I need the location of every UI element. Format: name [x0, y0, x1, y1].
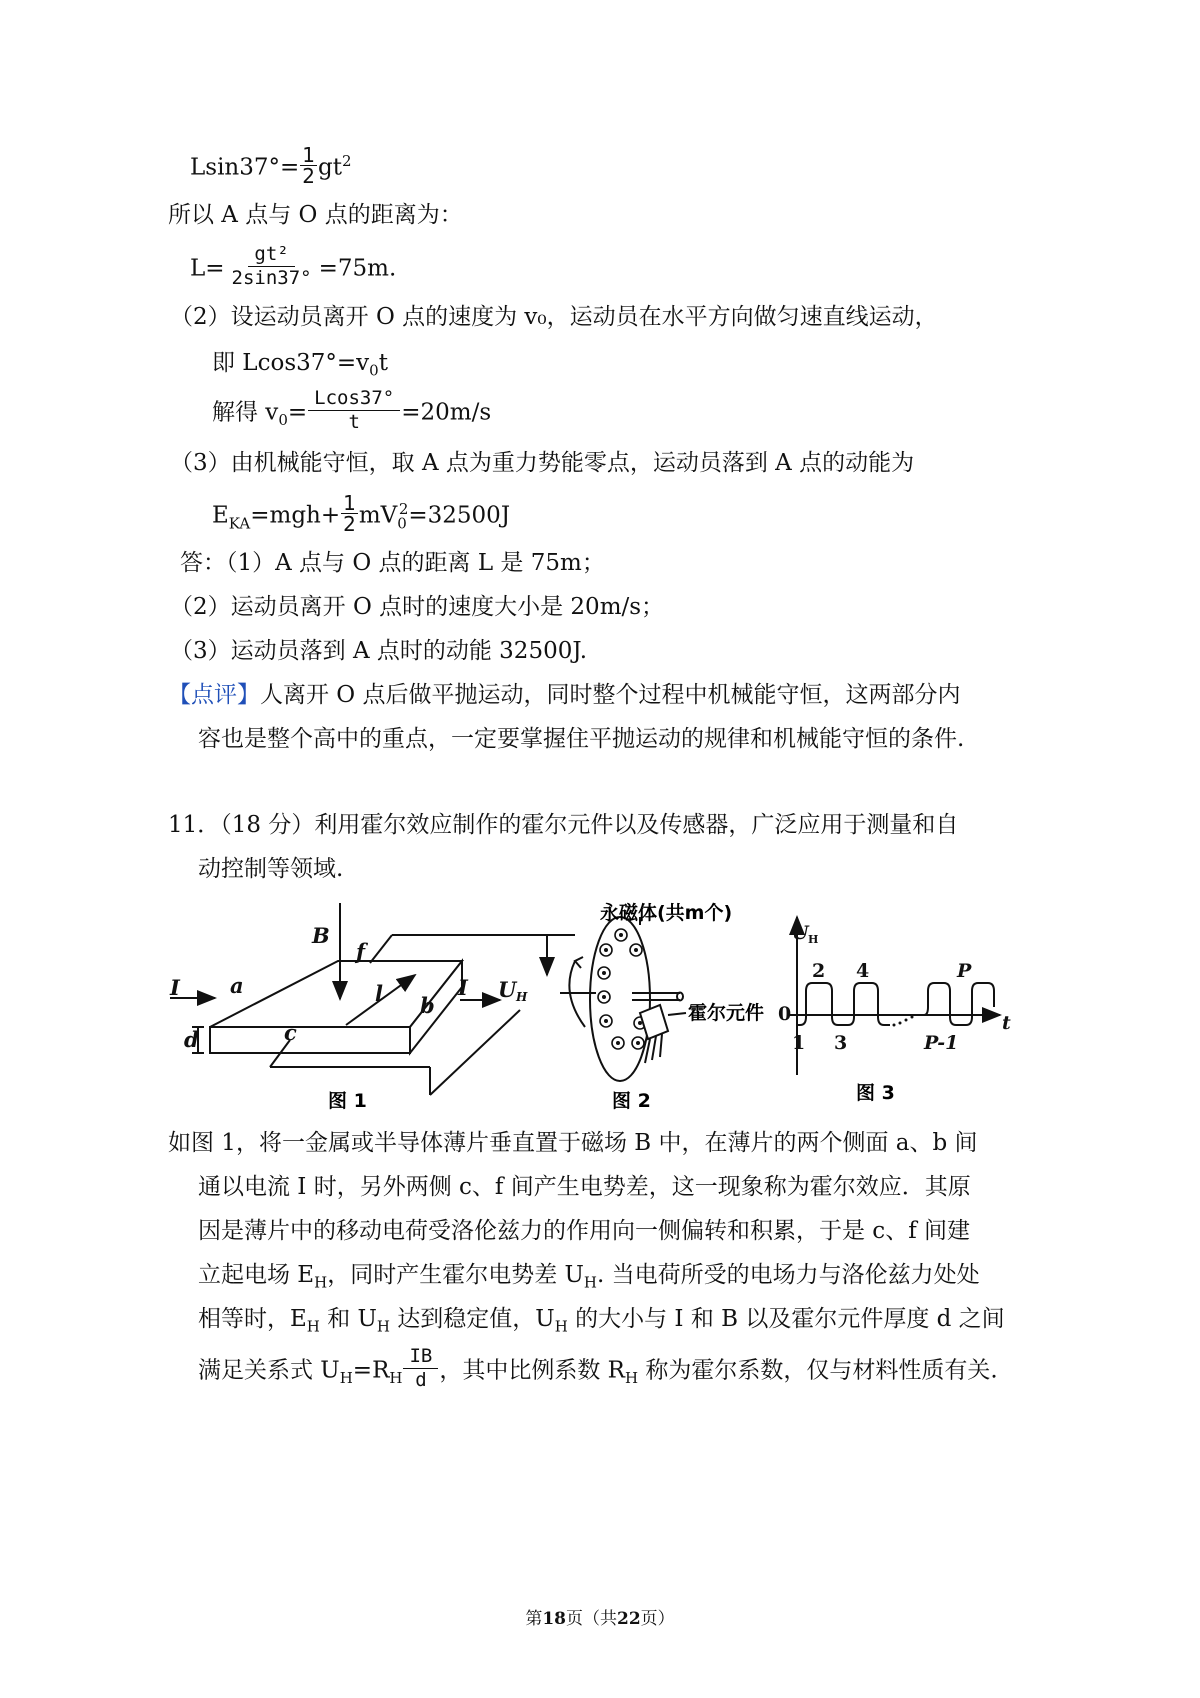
paragraph-line: 因是薄片中的移动电荷受洛伦兹力的作用向一侧偏转和积累，于是 c、f 间建 [198, 1218, 971, 1244]
figure-2 [560, 917, 686, 1081]
label-zero: 0 [778, 1003, 792, 1025]
question-line: 11．（18 分）利用霍尔效应制作的霍尔元件以及传感器，广泛应用于测量和自 [168, 812, 959, 838]
figure-3 [790, 917, 1000, 1075]
paragraph-line: 如图 1，将一金属或半导体薄片垂直置于磁场 B 中，在薄片的两个侧面 a、b 间 [168, 1130, 978, 1156]
equation-line: 解得 $v_0=$ $\frac{Lcos37^\circ}{t}$ =20m/s [212, 387, 492, 433]
label-U-sub: H [808, 933, 819, 946]
label-I-left: I [170, 975, 180, 1000]
label-l: l [375, 981, 383, 1006]
label-B: B [312, 923, 330, 948]
label-I-right: I [458, 975, 468, 1000]
text-line: （2）设运动员离开 O 点的速度为 v₀，运动员在水平方向做匀速直线运动， [170, 304, 938, 330]
page-number: 18 [542, 1609, 566, 1629]
equation-line: $E_{KA}=mgh+$ $\frac{1}{2}$ $mV_0^2=32500J$ [212, 491, 511, 537]
label-f: f [356, 939, 366, 964]
fig1-caption: 图 1 [328, 1090, 367, 1112]
comment-line: 容也是整个高中的重点，一定要掌握住平抛运动的规律和机械能守恒的条件. [198, 726, 965, 752]
page-footer: 第18页（共22页） [525, 1609, 675, 1629]
figures [0, 895, 1200, 1125]
equation-line: 即 $Lcos37^\circ=v_0t$ [212, 350, 388, 380]
answer-line: （3）运动员落到 A 点时的动能 32500J. [170, 638, 588, 664]
label-P-1: P-1 [924, 1032, 959, 1054]
paragraph-line: 立起电场 $E_H$，同时产生霍尔电势差 $U_H$. 当电荷所受的电场力与洛伦兹力处处 [198, 1262, 980, 1292]
label-U-sub: H [516, 990, 528, 1004]
question-line: 动控制等领域. [198, 856, 344, 882]
label-d: d [184, 1027, 199, 1052]
label-a: a [230, 973, 244, 998]
label-3: 3 [834, 1032, 848, 1054]
text-line: 所以 A 点与 O 点的距离为： [168, 202, 463, 228]
label-U: U [498, 977, 517, 1002]
label-c: c [284, 1020, 297, 1045]
equation-line: L= $\frac{\text{gt²}}{2\sin 37^\circ}$ =75m. [190, 243, 397, 289]
answer-line: 答：（1）A 点与 O 点的距离 L 是 75m； [180, 550, 605, 576]
label-hall-element: 霍尔元件 [688, 1002, 765, 1024]
paragraph-line: 通以电流 I 时，另外两侧 c、f 间产生电势差，这一现象称为霍尔效应．其原 [198, 1174, 971, 1200]
fig2-caption: 图 2 [612, 1090, 651, 1112]
label-2: 2 [812, 960, 826, 982]
label-1: 1 [792, 1032, 806, 1054]
label-b: b [420, 993, 435, 1018]
label-t: t [1002, 1012, 1011, 1034]
fig3-caption: 图 3 [856, 1082, 895, 1104]
answer-line: （2）运动员离开 O 点时的速度大小是 20m/s； [170, 594, 665, 620]
paragraph-line: 满足关系式 $U_H=R_H$ $\frac{IB}{d}$ ，其中比例系数 $R_H$ 称为霍尔系数，仅与材料性质有关. [198, 1345, 998, 1391]
paragraph-line: 相等时，$E_H$ 和 $U_H$ 达到稳定值，$U_H$ 的大小与 I 和 B 以及霍尔元件厚度 d 之间 [198, 1306, 1005, 1336]
label-U: U [792, 922, 809, 944]
page-total: 22 [617, 1609, 641, 1629]
comment-line: 【点评】人离开 O 点后做平抛运动，同时整个过程中机械能守恒，这两部分内 [168, 682, 961, 708]
text-line: （3）由机械能守恒，取 A 点为重力势能零点，运动员落到 A 点的动能为 [170, 450, 915, 476]
label-P: P [957, 960, 972, 982]
comment-tag: 【点评】 [168, 682, 260, 708]
label-magnet: 永磁体(共m个) [600, 902, 733, 924]
equation-line: Lsin37°= $\frac{1}{2}$ $gt^2$ [190, 143, 352, 189]
label-4: 4 [856, 960, 870, 982]
